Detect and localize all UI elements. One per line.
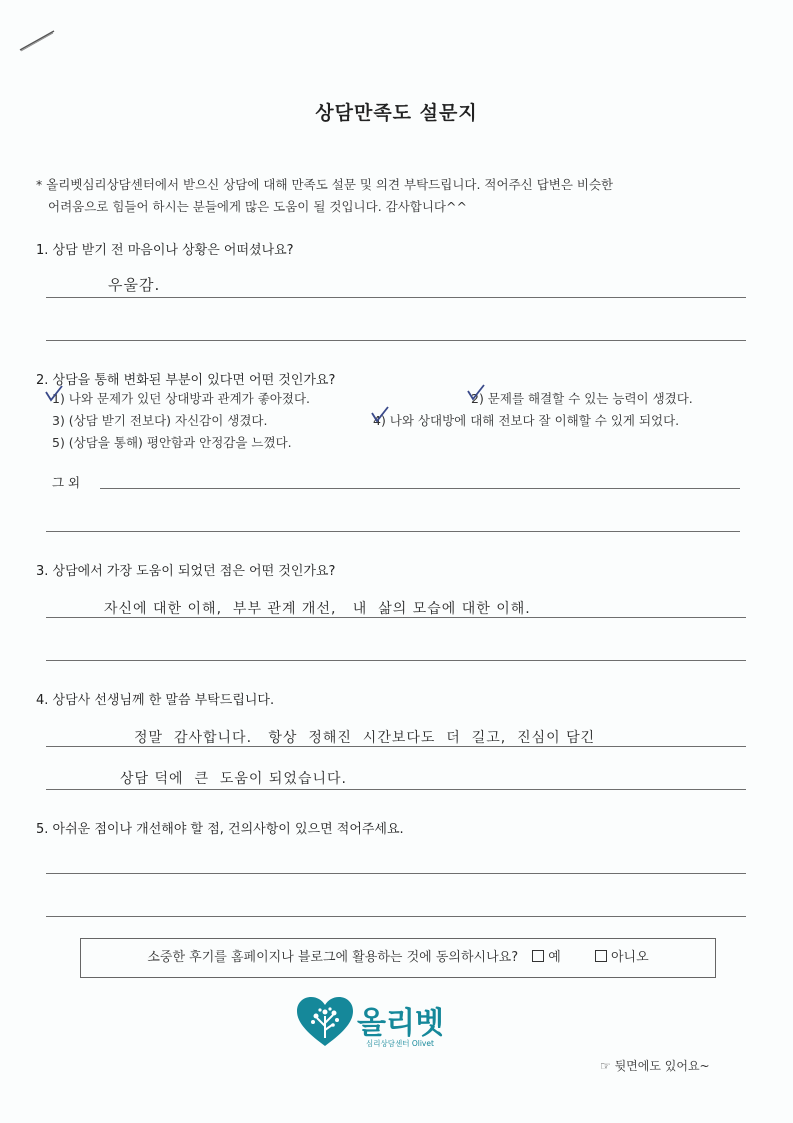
intro-text <box>36 174 613 218</box>
option-5[interactable]: 5) (상담을 통해) 평안함과 안정감을 느꼈다. <box>52 435 292 450</box>
option-2[interactable]: 2) 문제를 해결할 수 있는 능력이 생겼다. <box>471 391 693 406</box>
answer-line <box>46 746 746 747</box>
page-title: 상담만족도 설문지 <box>315 102 478 124</box>
checkmark-icon <box>370 405 390 425</box>
answer-line <box>46 531 740 532</box>
checkmark-icon <box>44 384 64 404</box>
answer-1[interactable]: 우울감. <box>108 276 161 294</box>
logo-name: 올리벳 <box>357 1006 444 1041</box>
answer-line <box>46 340 746 341</box>
checkmark-icon <box>466 383 486 403</box>
olivet-heart-logo-icon <box>296 996 354 1048</box>
consent-yes-label: 예 <box>548 950 561 965</box>
logo-subtitle: 심리상담센터 Olivet <box>366 1039 434 1048</box>
consent-text: 소중한 후기를 홈페이지나 블로그에 활용하는 것에 동의하시나요? <box>147 950 519 965</box>
answer-line <box>100 488 740 489</box>
consent-no-checkbox[interactable] <box>595 950 607 962</box>
answer-3[interactable]: 자신에 대한 이해, 부부 관계 개선, 내 삶의 모습에 대한 이해. <box>104 601 531 617</box>
question-2: 2. 상담을 통해 변화된 부분이 있다면 어떤 것인가요? <box>36 373 336 388</box>
consent-no-label: 아니오 <box>610 950 649 965</box>
question-5: 5. 아쉬운 점이나 개선해야 할 점, 건의사항이 있으면 적어주세요. <box>36 822 404 837</box>
consent-yes-checkbox[interactable] <box>532 950 544 962</box>
option-4[interactable]: 4) 나와 상대방에 대해 전보다 잘 이해할 수 있게 되었다. <box>373 413 680 428</box>
answer-4-line-1[interactable]: 정말 감사합니다. 항상 정해진 시간보다도 더 길고, 진심이 담긴 <box>134 730 596 746</box>
pen-scratch-mark <box>18 28 58 54</box>
answer-line <box>46 617 746 618</box>
consent-box <box>80 938 716 978</box>
question-4: 4. 상담사 선생님께 한 말씀 부탁드립니다. <box>36 693 275 708</box>
option-1[interactable]: 1) 나와 문제가 있던 상대방과 관계가 좋아졌다. <box>52 391 310 406</box>
answer-line <box>46 297 746 298</box>
question-3: 3. 상담에서 가장 도움이 되었던 점은 어떤 것인가요? <box>36 564 336 579</box>
intro-line-2: 어려움으로 힘들어 하시는 분들에게 많은 도움이 될 것입니다. 감사합니다^^ <box>48 199 467 214</box>
answer-line <box>46 789 746 790</box>
answer-line <box>46 873 746 874</box>
question-1: 1. 상담 받기 전 마음이나 상황은 어떠셨나요? <box>36 243 294 258</box>
answer-4-line-2[interactable]: 상담 덕에 큰 도움이 되었습니다. <box>120 771 347 787</box>
footer-note: ☞ 뒷면에도 있어요~ <box>600 1059 710 1073</box>
answer-line <box>46 916 746 917</box>
answer-line <box>46 660 746 661</box>
intro-line-1: * 올리벳심리상담센터에서 받으신 상담에 대해 만족도 설문 및 의견 부탁드립니다. 적어주신 답변은 비슷한 <box>36 177 614 192</box>
option-3[interactable]: 3) (상담 받기 전보다) 자신감이 생겼다. <box>52 413 268 428</box>
other-label: 그 외 <box>52 475 81 490</box>
